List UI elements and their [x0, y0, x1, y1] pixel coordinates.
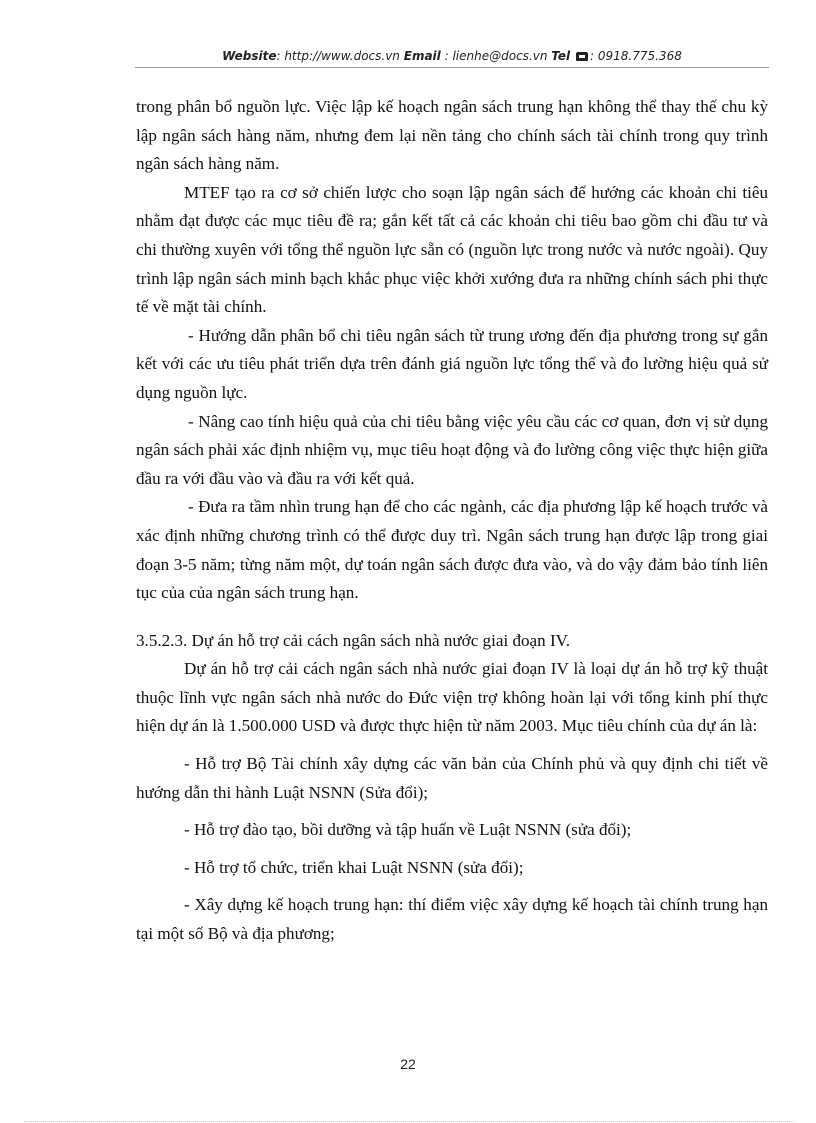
list-item: - Nâng cao tính hiệu quả của chi tiêu bằng việc yêu cầu các cơ quan, đơn vị sử dụng ngân sách phải xác định nhiệm vụ, mục tiêu hoạt động và đo lường công việc thực hiện giữa đầu ra với đầu vào và đầu ra với kết quả.	[136, 411, 768, 488]
tel-value: : 0918.775.368	[590, 49, 682, 63]
document-body	[136, 93, 768, 949]
section-heading: 3.5.2.3. Dự án hỗ trợ cải cách ngân sách nhà nước giai đoạn IV.	[136, 630, 571, 650]
paragraph-project: Dự án hỗ trợ cải cách ngân sách nhà nước giai đoạn IV là loại dự án hỗ trợ kỹ thuật thuộc lĩnh vực ngân sách nhà nước do Đức viện trợ không hoàn lại với tổng kinh phí thực hiện dự án là 1.500.000 USD và được thực hiện từ năm 2003. Mục tiêu chính của dự án là:	[136, 659, 768, 736]
website-value: : http://www.docs.vn	[276, 49, 400, 63]
tel-label: Tel	[551, 49, 571, 63]
list-item: - Xây dựng kế hoạch trung hạn: thí điểm việc xây dựng kế hoạch tài chính trung hạn tại một số Bộ và địa phương;	[136, 895, 768, 944]
list-item: - Hỗ trợ Bộ Tài chính xây dựng các văn bản của Chính phủ và quy định chi tiết về hướng dẫn thi hành Luật NSNN (Sửa đổi);	[136, 754, 768, 802]
list-item: - Hỗ trợ đào tạo, bồi dưỡng và tập huấn về Luật NSNN (sửa đổi);	[184, 820, 632, 840]
telephone-icon	[576, 52, 588, 61]
footer-divider	[24, 1121, 794, 1122]
email-label: Email	[403, 49, 441, 63]
page-number: 22	[400, 1056, 416, 1072]
list-item: - Đưa ra tầm nhìn trung hạn để cho các ngành, các địa phương lập kế hoạch trước và xác định những chương trình có thể được duy trì. Ngân sách trung hạn được lập trong giai đoạn 3-5 năm; từng năm một, dự toán ngân sách được đưa vào, và do vậy đảm bảo tính liên tục của của ngân sách trung hạn.	[136, 497, 768, 603]
page-header	[135, 45, 769, 68]
email-value: : lienhe@docs.vn	[444, 49, 548, 63]
list-item: - Hướng dẫn phân bổ chi tiêu ngân sách từ trung ương đến địa phương trong sự gắn kết với các ưu tiêu phát triển dựa trên đánh giá nguồn lực tổng thể và đo lường hiệu quả sử dụng nguồn lực.	[136, 325, 768, 402]
website-label: Website	[222, 49, 277, 63]
list-item: - Hỗ trợ tổ chức, triển khai Luật NSNN (sửa đổi);	[184, 857, 524, 877]
paragraph-continuation: trong phân bổ nguồn lực. Việc lập kế hoạch ngân sách trung hạn không thể thay thế chu kỳ lập ngân sách hàng năm, nhưng đem lại nền tảng cho chính sách tài chính trong quy trình ngân sách hàng năm.	[136, 97, 768, 174]
paragraph-mtef: MTEF tạo ra cơ sở chiến lược cho soạn lập ngân sách để hướng các khoản chi tiêu nhằm đạt được các mục tiêu đề ra; gắn kết tất cả các khoản chi tiêu bao gồm chi đầu tư và chi thường xuyên với tổng thể nguồn lực sẵn có (nguồn lực trong nước và nước ngoài). Quy trình lập ngân sách minh bạch khắc phục việc khởi xướng đưa ra những chính sách phi thực tế về mặt tài chính.	[136, 182, 768, 317]
